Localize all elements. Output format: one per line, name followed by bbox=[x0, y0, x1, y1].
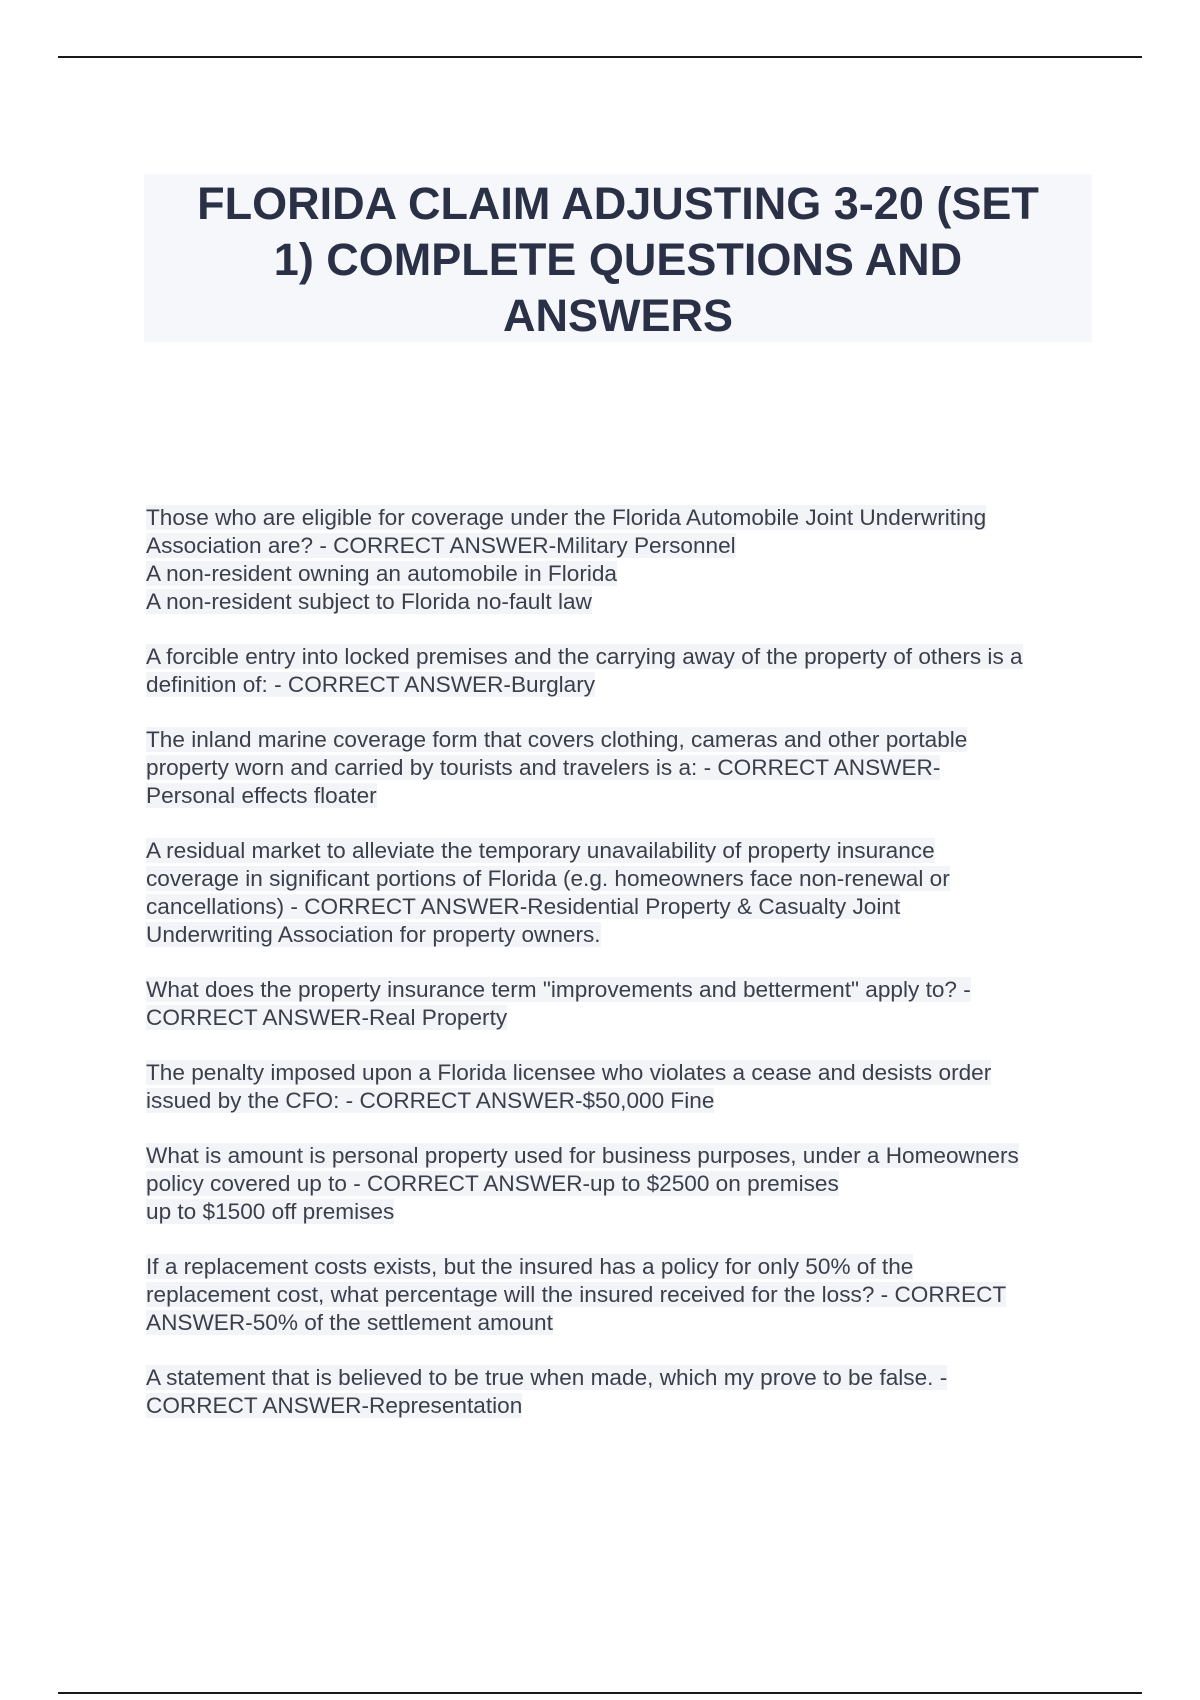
qa-line: CORRECT ANSWER-Representation bbox=[146, 1393, 523, 1418]
qa-item bbox=[146, 726, 1106, 810]
title-banner bbox=[144, 174, 1092, 342]
qa-line: A statement that is believed to be true when made, which my prove to be false. - bbox=[146, 1365, 948, 1390]
title-line: ANSWERS bbox=[502, 290, 733, 341]
document-title bbox=[144, 176, 1092, 344]
qa-line: coverage in significant portions of Florida (e.g. homeowners face non-renewal or bbox=[146, 866, 950, 891]
qa-line: What does the property insurance term "improvements and betterment" apply to? - bbox=[146, 977, 971, 1002]
qa-line: cancellations) - CORRECT ANSWER-Residential Property & Casualty Joint bbox=[146, 894, 901, 919]
qa-line: definition of: - CORRECT ANSWER-Burglary bbox=[146, 672, 596, 697]
qa-line: issued by the CFO: - CORRECT ANSWER-$50,000 Fine bbox=[146, 1088, 715, 1113]
qa-line: If a replacement costs exists, but the insured has a policy for only 50% of the bbox=[146, 1254, 914, 1279]
qa-line: up to $1500 off premises bbox=[146, 1199, 395, 1224]
qa-item bbox=[146, 1142, 1106, 1226]
qa-line: property worn and carried by tourists and travelers is a: - CORRECT ANSWER- bbox=[146, 755, 941, 780]
qa-line: policy covered up to - CORRECT ANSWER-up to $2500 on premises bbox=[146, 1171, 839, 1196]
qa-item bbox=[146, 837, 1106, 949]
qa-line: CORRECT ANSWER-Real Property bbox=[146, 1005, 508, 1030]
qa-line: A non-resident owning an automobile in Florida bbox=[146, 561, 617, 586]
qa-item bbox=[146, 1364, 1106, 1420]
qa-line: A non-resident subject to Florida no-fault law bbox=[146, 589, 592, 614]
qa-line: A residual market to alleviate the temporary unavailability of property insurance bbox=[146, 838, 935, 863]
qa-line: replacement cost, what percentage will the insured received for the loss? - CORRECT bbox=[146, 1282, 1007, 1307]
title-line: FLORIDA CLAIM ADJUSTING 3-20 (SET bbox=[197, 178, 1039, 229]
qa-item bbox=[146, 504, 1106, 616]
qa-line: ANSWER-50% of the settlement amount bbox=[146, 1310, 553, 1335]
qa-line: The penalty imposed upon a Florida licensee who violates a cease and desists order bbox=[146, 1060, 992, 1085]
bottom-rule bbox=[58, 1692, 1142, 1694]
qa-line: A forcible entry into locked premises and the carrying away of the property of others is a bbox=[146, 644, 1023, 669]
title-line: 1) COMPLETE QUESTIONS AND bbox=[273, 234, 963, 285]
qa-line: Those who are eligible for coverage under the Florida Automobile Joint Underwriting bbox=[146, 505, 987, 530]
qa-line: Personal effects floater bbox=[146, 783, 377, 808]
top-rule bbox=[58, 56, 1142, 58]
qa-item bbox=[146, 643, 1106, 699]
qa-line: The inland marine coverage form that covers clothing, cameras and other portable bbox=[146, 727, 968, 752]
qa-item bbox=[146, 1059, 1106, 1115]
qa-list bbox=[146, 504, 1106, 1447]
qa-item bbox=[146, 1253, 1106, 1337]
qa-line: What is amount is personal property used for business purposes, under a Homeowners bbox=[146, 1143, 1019, 1168]
qa-item bbox=[146, 976, 1106, 1032]
qa-line: Underwriting Association for property owners. bbox=[146, 922, 601, 947]
qa-line: Association are? - CORRECT ANSWER-Military Personnel bbox=[146, 533, 736, 558]
